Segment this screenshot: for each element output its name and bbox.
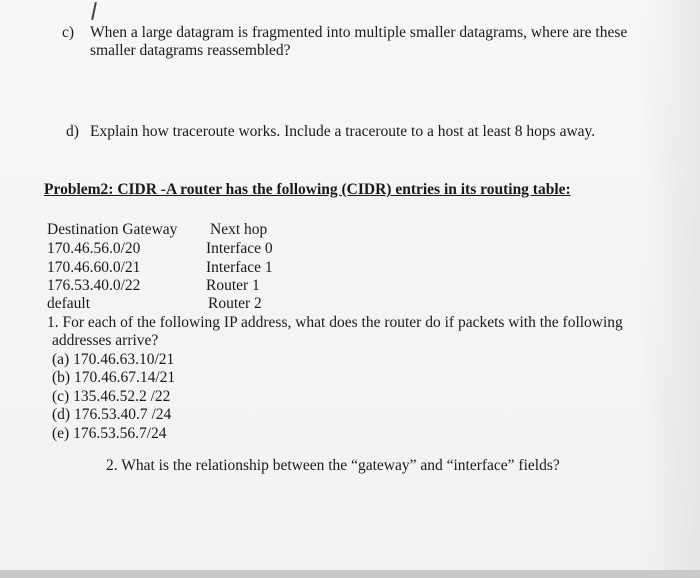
problem2-heading: Problem2: CIDR -A router has the following (CIDR) entries in its routing table: xyxy=(44,181,571,198)
row-destination: 176.53.40.0/22 xyxy=(47,277,141,294)
row-destination: 170.46.56.0/20 xyxy=(47,240,141,257)
row-next-hop: Router 2 xyxy=(208,295,262,312)
question-d-text: Explain how traceroute works. Include a traceroute to a host at least 8 hops away. xyxy=(90,123,596,140)
pen-mark xyxy=(91,2,97,20)
header-destination: Destination Gateway xyxy=(47,221,178,238)
q1-line1: 1. For each of the following IP address, what does the router do if packets with the following xyxy=(47,314,623,331)
q1-line2: addresses arrive? xyxy=(52,332,159,349)
question-d-label: d) xyxy=(66,123,79,140)
page-bottom-edge xyxy=(0,570,700,578)
address-item: (d) 176.53.40.7 /24 xyxy=(52,406,172,423)
row-destination: 170.46.60.0/21 xyxy=(47,259,141,276)
page-shadow xyxy=(640,0,700,578)
row-next-hop: Interface 1 xyxy=(206,259,273,276)
header-next-hop: Next hop xyxy=(210,221,268,238)
address-item: (e) 176.53.56.7/24 xyxy=(52,425,167,442)
row-next-hop: Interface 0 xyxy=(206,240,273,257)
question-c-line2: smaller datagrams reassembled? xyxy=(90,42,291,59)
question-c-line1: When a large datagram is fragmented into multiple smaller datagrams, where are these xyxy=(90,24,628,41)
row-next-hop: Router 1 xyxy=(206,277,260,294)
address-item: (c) 135.46.52.2 /22 xyxy=(52,388,171,405)
row-destination: default xyxy=(47,295,91,312)
address-item: (a) 170.46.63.10/21 xyxy=(52,351,175,368)
q2-text: 2. What is the relationship between the “gateway” and “interface” fields? xyxy=(106,457,560,474)
question-c-label: c) xyxy=(62,24,75,41)
address-item: (b) 170.46.67.14/21 xyxy=(52,369,176,386)
